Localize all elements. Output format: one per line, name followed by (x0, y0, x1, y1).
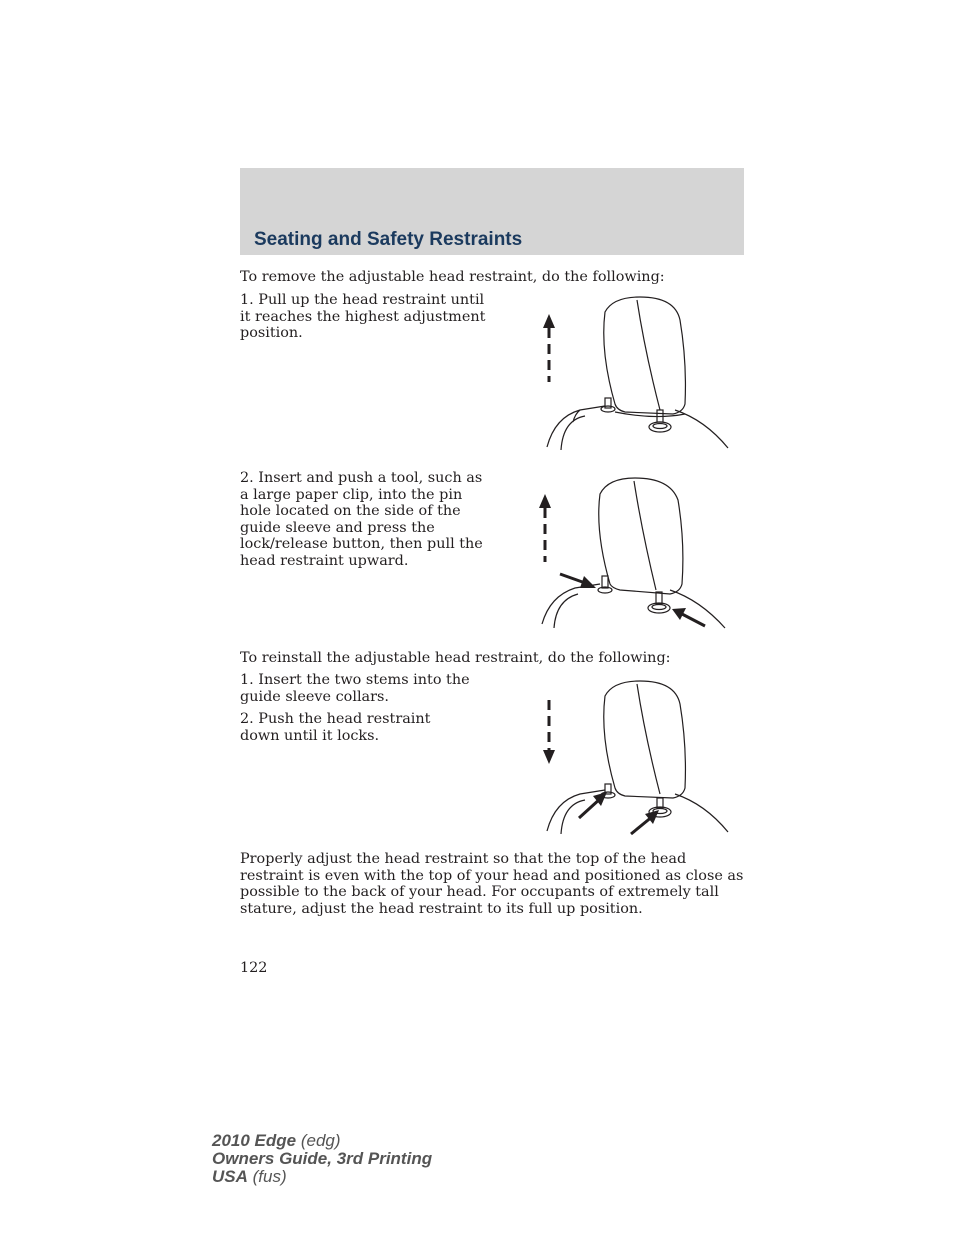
insert-arrow-icon (579, 792, 607, 818)
press-arrow-icon (560, 574, 596, 588)
footer-guide: Owners Guide, 3rd Printing (212, 1149, 433, 1168)
up-arrow-icon (543, 314, 555, 382)
adjust-paragraph: Properly adjust the head restraint so that the top of the head restraint is even with the top of your head and positioned as close as possible to the back of your head. For occupants of extremely tall stature, adjust the head restraint to its full up position. (240, 851, 744, 917)
page-number: 122 (240, 960, 268, 976)
footer-market-code: (fus) (247, 1167, 287, 1186)
down-arrow-icon (543, 700, 555, 764)
reinstall-step-1: 1. Insert the two stems into the guide sleeve collars. (240, 672, 470, 705)
remove-intro: To remove the adjustable head restraint, do the following: (240, 269, 665, 285)
figure-head-restraint-release (530, 472, 730, 632)
figure-head-restraint-pull-up (535, 292, 735, 452)
section-header-band (240, 168, 744, 255)
remove-step-2: 2. Insert and push a tool, such as a large paper clip, into the pin hole located on the side of the guide sleeve and press the lock/release button, then pull the head restraint upward. (240, 470, 483, 569)
footer-imprint (212, 1132, 432, 1186)
figure-head-restraint-push-down (535, 676, 735, 836)
section-title: Seating and Safety Restraints (254, 229, 523, 250)
footer-market: USA (212, 1167, 248, 1186)
footer-model-code: (edg) (296, 1131, 341, 1150)
insert-arrow-icon (631, 810, 659, 834)
footer-model: 2010 Edge (212, 1131, 297, 1150)
up-arrow-icon (539, 494, 551, 562)
remove-step-1: 1. Pull up the head restraint until it reaches the highest adjustment position. (240, 292, 486, 341)
reinstall-step-2: 2. Push the head restraint down until it locks. (240, 711, 431, 744)
reinstall-intro: To reinstall the adjustable head restraint, do the following: (240, 650, 671, 666)
press-arrow-icon (672, 608, 705, 626)
